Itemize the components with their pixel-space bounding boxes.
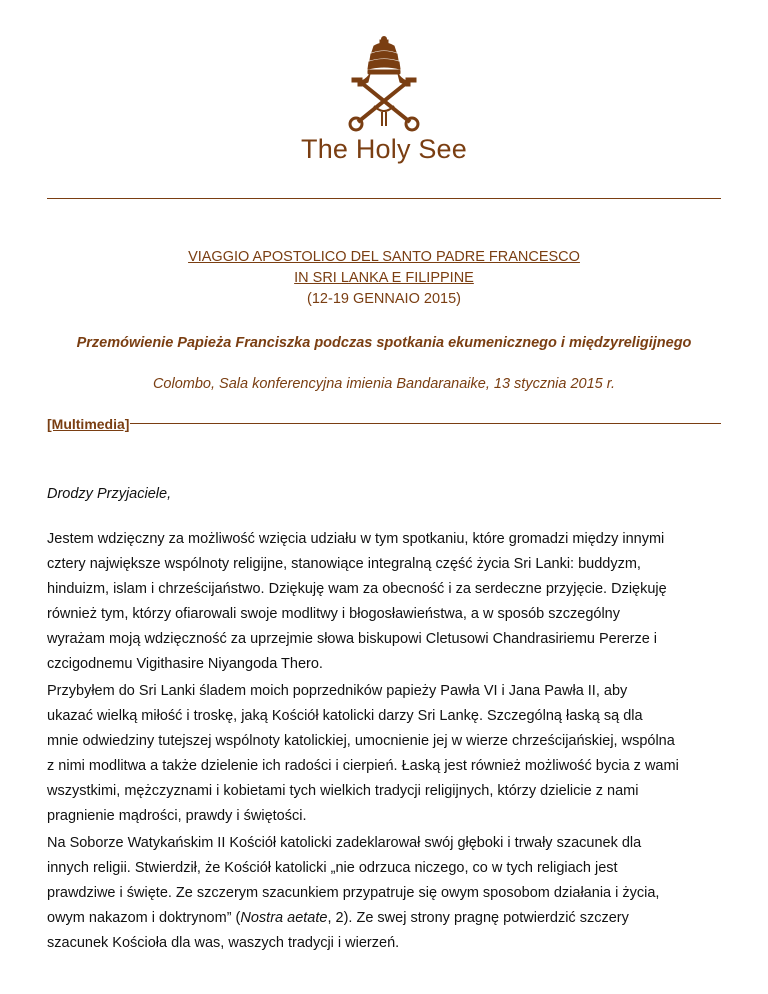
- text-fragment: , 2). Ze swej strony pragnę potwierdzić szczery: [327, 910, 629, 926]
- text-line: mnie odwiedziny tutejszej wspólnoty katolickiej, umocnienie jej w wierze chrześcijańskiej, wspólna: [47, 733, 675, 749]
- paragraph-2: [47, 679, 721, 829]
- speech-place-date: Colombo, Sala konferencyjna imienia Bandaranaike, 13 stycznia 2015 r.: [152, 376, 616, 392]
- text-line: hinduizm, islam i chrześcijaństwo. Dziękuję wam za obecność i za serdeczne przyjęcie. Dziękuję: [47, 581, 667, 597]
- text-line: prawdziwe i święte. Ze szczerym szacunkiem przypatruje się owym sposobom działania i życia,: [47, 885, 660, 901]
- paragraph-1: [47, 527, 721, 677]
- multimedia-link[interactable]: [Multimedia]: [47, 416, 130, 432]
- section-divider: [130, 423, 721, 424]
- text-line: również tym, którzy ofiarowali swoje modlitwy i błogosławieństwa, a w sposób szczególny: [47, 606, 620, 622]
- text-line: wszystkimi, mężczyznami i kobietami tych wielkich tradycji religijnych, którzy dzielicie z nami: [47, 783, 639, 799]
- text-line: [47, 906, 721, 931]
- journey-heading: [0, 247, 768, 310]
- text-line: ukazać wielką miłość i troskę, jaką Kościół katolicki darzy Sri Lankę. Szczególną łaską są dla: [47, 708, 643, 724]
- text-line: Na Soborze Watykańskim II Kościół katolicki zadeklarował swój głęboki i trwały szacunek dla: [47, 835, 642, 851]
- papal-keys-tiara-emblem-icon: [334, 36, 434, 132]
- header-divider: [47, 198, 721, 199]
- text-line: z nimi modlitwa a także dzielenie ich radości i cierpień. Łaską jest również możliwość bycia z wami: [47, 758, 679, 774]
- paragraph-3: [47, 831, 721, 956]
- journey-link-line1[interactable]: VIAGGIO APOSTOLICO DEL SANTO PADRE FRANCESCO: [188, 249, 580, 265]
- document-citation: Nostra aetate: [240, 910, 328, 926]
- text-line: Przybyłem do Sri Lanki śladem moich poprzedników papieży Pawła VI i Jana Pawła II, aby: [47, 683, 628, 699]
- text-line: wyrażam moją wdzięczność za uprzejmie słowa biskupowi Cletusowi Chandrasiriemu Pererze i: [47, 631, 658, 647]
- text-line: innych religii. Stwierdził, że Kościół katolicki „nie odrzuca niczego, co w tych religiach jest: [47, 860, 618, 876]
- text-line: cztery największe wspólnoty religijne, stanowiące integralną część życia Sri Lanki: buddyzm,: [47, 556, 641, 572]
- text-line: pragnienie mądrości, prawdy i świętości.: [47, 808, 307, 824]
- journey-link-line2[interactable]: IN SRI LANKA E FILIPPINE: [294, 270, 474, 286]
- text-fragment: owym nakazom i doktrynom” (: [47, 910, 241, 926]
- journey-dates: (12-19 GENNAIO 2015): [307, 291, 461, 307]
- text-line: czcigodnemu Vigithasire Niyangoda Thero.: [47, 656, 323, 672]
- text-line: szacunek Kościoła dla was, waszych tradycji i wierzeń.: [47, 935, 400, 951]
- text-line: Jestem wdzięczny za możliwość wzięcia udziału w tym spotkaniu, które gromadzi między innymi: [47, 531, 665, 547]
- site-title: The Holy See: [301, 134, 467, 164]
- speech-title: Przemówienie Papieża Franciszka podczas spotkania ekumenicznego i międzyreligijnego: [76, 335, 692, 351]
- greeting: Drodzy Przyjaciele,: [47, 486, 172, 502]
